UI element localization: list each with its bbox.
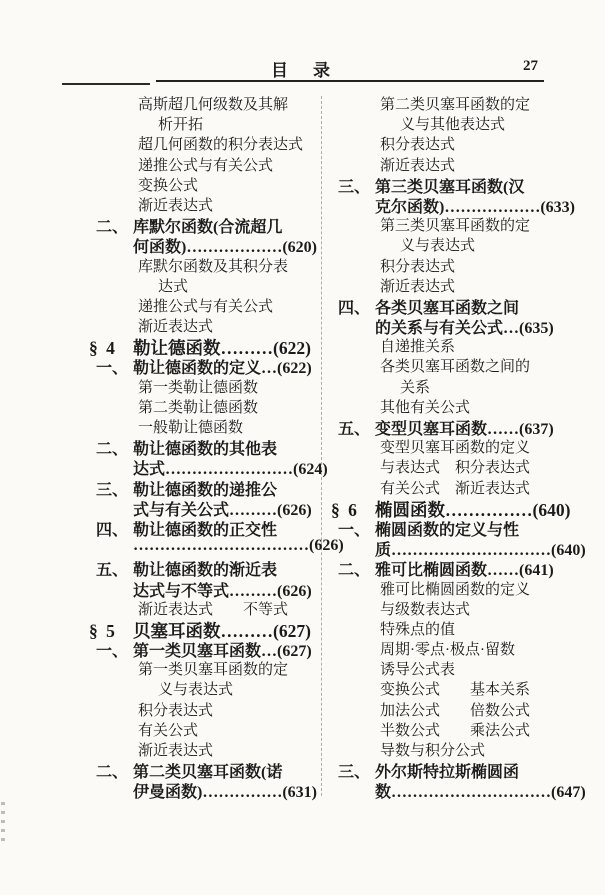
toc-line: [88, 678, 330, 698]
toc-line: [330, 638, 572, 658]
entry-text: 递推公式与有关公式: [138, 157, 274, 174]
entry-number: § 5: [89, 620, 117, 641]
entry-text: 高斯超几何级数及其解: [138, 97, 289, 113]
entry-text: 渐近表达式 不等式: [138, 601, 289, 618]
entry-text: 何函数)………………(620): [133, 239, 317, 257]
toc-line: [88, 537, 344, 557]
entry-text: 诱导公式表: [380, 662, 456, 679]
toc-line: [330, 275, 572, 295]
toc-line: [88, 234, 330, 257]
toc-line: [88, 355, 330, 378]
toc-line: [330, 436, 572, 456]
entry-text: 析开拓: [158, 117, 204, 134]
entry-text: 各类贝塞耳函数之间: [375, 299, 520, 317]
entry-text: 积分表达式: [380, 137, 456, 154]
entry-number: § 4: [89, 338, 117, 359]
toc-line: [88, 779, 330, 802]
entry-text: 超几何函数的积分表达式: [138, 137, 304, 154]
toc-line: [330, 658, 572, 678]
toc-line: [330, 598, 572, 618]
entry-number: 四、: [96, 521, 129, 539]
toc-column-left: [88, 93, 344, 802]
entry-text: 第一类贝塞耳函数的定: [138, 662, 289, 679]
toc-line: [330, 497, 572, 520]
entry-text: 雅可比椭圆函数的定义: [380, 581, 531, 598]
toc-line: [330, 618, 572, 638]
entry-text: 与级数表达式: [380, 601, 471, 618]
entry-text: 勒让德函数的正交性: [133, 521, 278, 539]
entry-number: 四、: [338, 299, 371, 317]
toc-line: [330, 537, 586, 560]
entry-text: 雅可比椭圆函数……(641): [375, 562, 554, 580]
entry-text: ……………………………(626): [133, 537, 344, 555]
entry-number: 二、: [96, 219, 129, 237]
entry-text: 的关系与有关公式…(635): [375, 320, 554, 338]
entry-text: 渐近表达式: [138, 319, 214, 336]
entry-number: 二、: [338, 562, 371, 580]
entry-number: 一、: [338, 521, 371, 539]
entry-text: 积分表达式: [380, 258, 456, 275]
toc-line: [330, 255, 572, 275]
entry-text: 特殊点的值: [380, 621, 456, 638]
entry-text: 渐近表达式: [138, 743, 214, 759]
toc-line: [88, 517, 330, 537]
toc-line: [88, 113, 330, 133]
toc-line: [330, 355, 572, 375]
entry-text: 第二类贝塞耳函数的定: [380, 97, 531, 113]
entry-text: 第二类勒让德函数: [138, 399, 259, 416]
entry-text: 变换公式 基本关系: [380, 682, 531, 699]
entry-text: 导数与积分公式: [380, 743, 486, 759]
entry-text: 第一类勒让德函数: [138, 379, 259, 396]
toc-line: [88, 618, 330, 641]
entry-text: 勒让德函数的渐近表: [133, 562, 278, 580]
entry-text: 各类贝塞耳函数之间的: [380, 359, 531, 376]
toc-line: [330, 557, 572, 580]
toc-line: [88, 214, 330, 237]
toc-line: [88, 699, 330, 719]
toc-line: [88, 416, 330, 436]
toc-line: [88, 255, 330, 275]
toc-line: [88, 315, 330, 335]
entry-number: 三、: [96, 481, 129, 499]
toc-line: [330, 113, 572, 133]
toc-line: [330, 174, 572, 194]
entry-number: 二、: [96, 764, 129, 782]
toc-line: [88, 719, 330, 739]
entry-text: 关系: [400, 379, 431, 396]
entry-text: 式与有关公式………(626): [133, 501, 312, 519]
entry-text: 勒让德函数的其他表: [133, 441, 278, 459]
toc-line: [88, 658, 330, 678]
entry-text: 变型贝塞耳函数……(637): [375, 421, 554, 438]
entry-number: 三、: [338, 178, 371, 196]
toc-line: [88, 557, 330, 580]
toc-line: [330, 678, 572, 698]
entry-text: 积分表达式: [138, 702, 214, 719]
toc-line: [88, 598, 330, 618]
entry-text: 变换公式: [138, 177, 199, 194]
entry-number: 一、: [96, 643, 129, 661]
toc-line: [88, 133, 330, 153]
toc-line: [88, 275, 330, 295]
toc-line: [330, 194, 575, 216]
entry-text: 其他有关公式: [380, 399, 471, 416]
page-title: 目 录: [271, 61, 334, 80]
entry-text: 第三类贝塞耳函数(汉: [375, 178, 525, 196]
entry-text: 加法公式 倍数公式: [380, 702, 531, 719]
toc-line: [330, 477, 572, 497]
toc-line: [88, 154, 330, 174]
entry-text: 达式: [158, 278, 189, 295]
toc-line: [330, 699, 572, 719]
toc-line: [330, 335, 572, 355]
entry-text: 一般勒让德函数: [138, 420, 244, 436]
entry-number: § 6: [331, 499, 359, 520]
toc-line: [88, 456, 330, 479]
entry-text: 勒让德函数的定义…(622): [133, 360, 312, 378]
entry-text: 椭圆函数的定义与性: [375, 521, 520, 539]
entry-text: 伊曼函数)……………(631): [133, 784, 317, 802]
header-rule-left-segment: [62, 83, 150, 85]
entry-text: 渐近表达式: [138, 197, 214, 214]
toc-line: [330, 779, 586, 802]
entry-text: 渐近表达式: [380, 278, 456, 295]
entry-text: 勒让德函数………(622): [133, 338, 311, 359]
toc-line: [330, 759, 572, 782]
toc-line: [88, 194, 330, 214]
entry-number: 一、: [96, 360, 129, 378]
entry-text: 有关公式 渐近表达式: [380, 480, 531, 497]
entry-text: 义与其他表达式: [400, 117, 506, 134]
entry-text: 第一类贝塞耳函数…(627): [133, 643, 312, 661]
toc-line: [330, 416, 572, 436]
entry-text: 递推公式与有关公式: [138, 298, 274, 315]
toc-line: [88, 335, 330, 359]
toc-line: [88, 477, 330, 497]
page-number: 27: [523, 58, 538, 74]
toc-line: [88, 396, 330, 416]
entry-text: 勒让德函数的递推公: [133, 481, 278, 499]
entry-text: 第三类贝塞耳函数的定: [380, 218, 531, 235]
toc-line: [88, 497, 330, 517]
toc-line: [88, 578, 330, 598]
toc-line: [330, 578, 572, 598]
entry-text: 义与表达式: [158, 682, 234, 699]
toc-line: [88, 638, 330, 661]
toc-line: [330, 315, 572, 338]
entry-text: 第二类贝塞耳函数(诺: [133, 764, 283, 782]
entry-text: 自递推关系: [380, 339, 456, 356]
toc-column-right: [330, 93, 586, 802]
entry-text: 库默尔函数及其积分表: [138, 258, 289, 275]
toc-line: [88, 93, 330, 113]
scan-artifact: [1, 802, 5, 842]
entry-text: 达式……………………(624): [133, 461, 328, 479]
toc-line: [88, 174, 330, 194]
entry-text: 有关公式: [138, 722, 199, 739]
entry-text: 周期·零点·极点·留数: [380, 642, 515, 659]
entry-text: 与表达式 积分表达式: [380, 460, 531, 477]
entry-text: 椭圆函数……………(640): [375, 499, 571, 520]
entry-text: 库默尔函数(合流超几: [133, 219, 283, 237]
entry-text: 数…………………………(647): [375, 784, 586, 802]
entry-number: 五、: [96, 562, 129, 580]
entry-text: 克尔函数)………………(633): [375, 198, 575, 216]
toc-line: [330, 154, 572, 174]
entry-number: 二、: [96, 441, 129, 459]
toc-line: [88, 376, 330, 396]
entry-text: 贝塞耳函数………(627): [133, 620, 311, 641]
entry-number: 五、: [338, 421, 371, 438]
entry-number: 三、: [338, 764, 371, 782]
entry-text: 质…………………………(640): [375, 542, 586, 560]
toc-line: [88, 739, 330, 759]
toc-line: [88, 436, 330, 459]
entry-text: 义与表达式: [400, 238, 476, 255]
toc-line: [330, 133, 572, 153]
toc-line: [330, 719, 572, 739]
toc-line: [330, 214, 572, 234]
toc-line: [330, 295, 572, 315]
toc-line: [88, 759, 330, 782]
toc-line: [330, 93, 572, 113]
toc-line: [330, 739, 572, 759]
entry-text: 达式与不等式………(626): [133, 582, 312, 600]
toc-line: [330, 234, 572, 254]
header-rule: [156, 80, 544, 82]
entry-text: 渐近表达式: [380, 157, 456, 174]
entry-text: 变型贝塞耳函数的定义: [380, 440, 531, 457]
toc-line: [330, 396, 572, 416]
entry-text: 外尔斯特拉斯椭圆函: [375, 764, 520, 782]
toc-line: [88, 295, 330, 315]
toc-line: [330, 456, 572, 476]
toc-line: [330, 376, 572, 396]
entry-text: 半数公式 乘法公式: [380, 722, 531, 739]
